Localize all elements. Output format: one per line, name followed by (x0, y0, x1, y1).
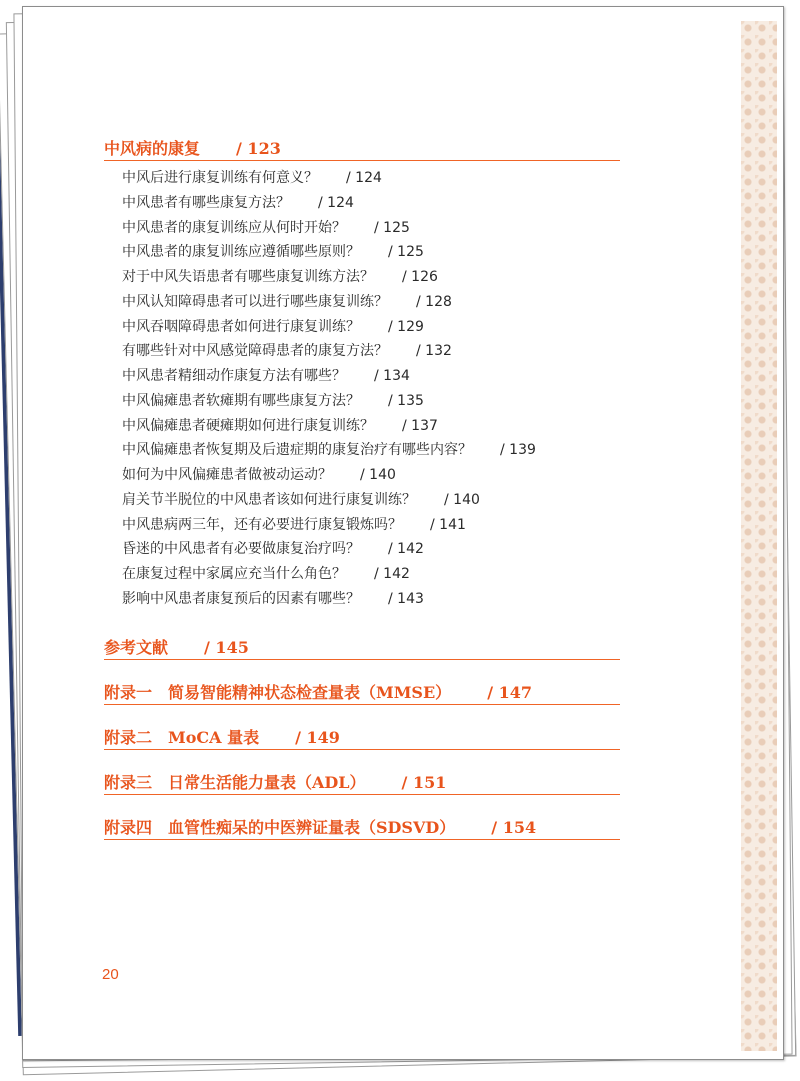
entry-title: 中风患者的康复训练应从何时开始？ (122, 219, 346, 236)
entry-title: 中风偏瘫患者硬瘫期如何进行康复训练？ (122, 417, 374, 434)
entry-page: / 139 (500, 442, 536, 459)
entry-page: / 125 (374, 219, 410, 236)
toc-entry[interactable] (122, 364, 536, 389)
entry-page: / 124 (318, 194, 354, 211)
entry-title: 中风后进行康复训练有何意义？ (122, 170, 318, 186)
entry-page: / 142 (374, 566, 410, 582)
entry-title: 在康复过程中家属应充当什么角色？ (122, 566, 346, 582)
toc-entry[interactable] (122, 488, 536, 513)
entry-page: / 143 (388, 590, 424, 607)
section-page: / 145 (204, 638, 249, 657)
entry-title: 中风吞咽障碍患者如何进行康复训练？ (122, 318, 360, 335)
toc-entry[interactable] (122, 537, 536, 562)
entry-page: / 125 (388, 244, 424, 261)
section-title: 参考文献 (104, 638, 169, 657)
entry-page: / 140 (360, 467, 396, 483)
toc-section-appendix-4[interactable] (104, 817, 620, 840)
entry-page: / 142 (388, 541, 424, 558)
entry-page: / 135 (388, 392, 424, 409)
section-title: 中风病的康复 (104, 139, 201, 158)
toc-entry[interactable] (122, 315, 536, 340)
section-page: / 154 (491, 818, 537, 837)
entry-page: / 141 (430, 516, 466, 533)
toc-entry[interactable] (122, 166, 536, 191)
toc-entry[interactable] (122, 265, 536, 290)
entry-title: 中风患者有哪些康复方法？ (122, 194, 290, 211)
entry-title: 中风患者的康复训练应遵循哪些原则？ (122, 244, 360, 261)
entry-page: / 124 (346, 170, 382, 186)
toc-entry[interactable] (122, 290, 536, 315)
entry-title: 中风偏瘫患者软瘫期有哪些康复方法？ (122, 392, 360, 409)
entry-title: 中风患病两三年，还有必要进行康复锻炼吗？ (122, 516, 402, 533)
entry-title: 有哪些针对中风感觉障碍患者的康复方法？ (122, 343, 388, 360)
toc-section-references[interactable] (104, 637, 620, 660)
page-number: 20 (102, 966, 119, 983)
entry-title: 对于中风失语患者有哪些康复训练方法？ (122, 269, 374, 285)
toc-entry[interactable] (122, 587, 536, 612)
entry-page: / 137 (402, 417, 438, 434)
entry-page: / 129 (388, 318, 424, 335)
toc-entry[interactable] (122, 463, 536, 488)
section-title: 附录三 日常生活能力量表（ADL） (104, 773, 366, 792)
toc-section-appendix-3[interactable] (104, 772, 620, 795)
toc-entry-list (122, 166, 536, 612)
entry-title: 如何为中风偏瘫患者做被动运动？ (122, 467, 332, 483)
toc-section-appendix-2[interactable] (104, 727, 620, 750)
entry-title: 影响中风患者康复预后的因素有哪些？ (122, 590, 360, 607)
toc-entry[interactable] (122, 240, 536, 265)
entry-page: / 140 (444, 491, 480, 508)
toc-entry[interactable] (122, 513, 536, 538)
toc-entry[interactable] (122, 562, 536, 587)
section-page: / 151 (401, 773, 447, 792)
section-page: / 123 (236, 139, 281, 158)
section-page: / 149 (295, 728, 340, 747)
toc-entry[interactable] (122, 191, 536, 216)
toc-section-rehab[interactable] (104, 138, 620, 161)
entry-title: 中风偏瘫患者恢复期及后遗症期的康复治疗有哪些内容？ (122, 442, 472, 459)
entry-page: / 126 (402, 269, 438, 285)
entry-page: / 134 (374, 368, 410, 384)
entry-title: 肩关节半脱位的中风患者该如何进行康复训练？ (122, 491, 416, 508)
toc-section-appendix-1[interactable] (104, 682, 620, 705)
entry-title: 昏迷的中风患者有必要做康复治疗吗？ (122, 541, 360, 558)
section-title: 附录二 MoCA 量表 (104, 728, 260, 747)
section-title: 附录一 简易智能精神状态检查量表（MMSE） (104, 683, 452, 702)
toc-entry[interactable] (122, 339, 536, 364)
entry-title: 中风患者精细动作康复方法有哪些？ (122, 368, 346, 384)
toc-entry[interactable] (122, 216, 536, 241)
toc-entry[interactable] (122, 438, 536, 463)
section-title: 附录四 血管性痴呆的中医辨证量表（SDSVD） (104, 818, 456, 837)
entry-page: / 132 (416, 343, 452, 360)
entry-title: 中风认知障碍患者可以进行哪些康复训练？ (122, 293, 388, 310)
toc-entry[interactable] (122, 414, 536, 439)
entry-page: / 128 (416, 293, 452, 310)
decorative-margin-strip (741, 21, 777, 1051)
toc-entry[interactable] (122, 389, 536, 414)
section-page: / 147 (487, 683, 532, 702)
